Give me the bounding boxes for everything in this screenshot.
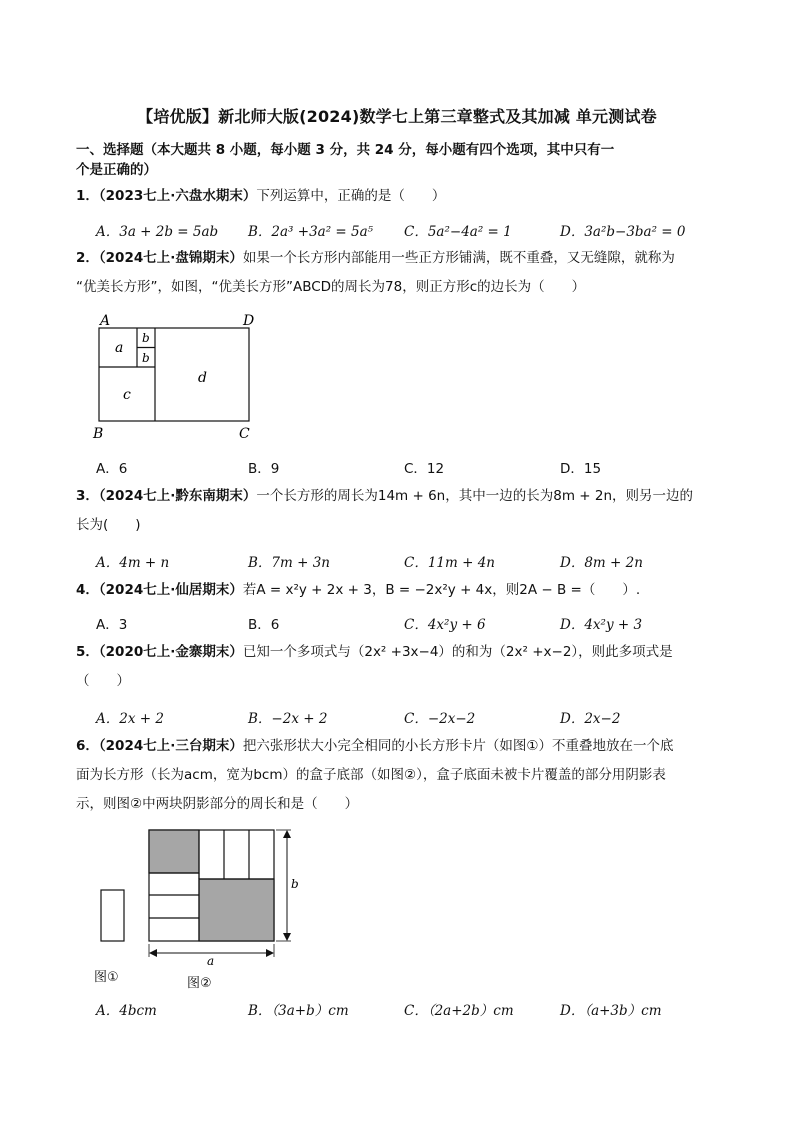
option-a: A．2x + 2 xyxy=(96,711,164,727)
option-d: D．8m + 2n xyxy=(560,555,643,571)
question-number: 5． xyxy=(76,644,99,660)
question-stem-line1: 如果一个长方形内部能用一些正方形铺满，既不重叠，又无缝隙，就称为 xyxy=(242,250,675,266)
options-3 xyxy=(96,551,736,573)
option-d: D．15 xyxy=(560,461,602,477)
option-d: D．（a+3b）cm xyxy=(560,1003,662,1019)
vertex-d-label: D xyxy=(243,313,255,329)
option-d: D．2x−2 xyxy=(560,711,621,727)
square-b-label: b xyxy=(142,351,150,365)
single-card xyxy=(101,890,124,941)
square-a-label: a xyxy=(115,340,124,356)
options-5 xyxy=(96,707,736,729)
question-1 xyxy=(76,182,726,211)
shaded-region-bottom-right xyxy=(199,879,274,941)
option-d: D．3a²b−3ba² = 0 xyxy=(560,224,686,240)
question-stem-line1: 把六张形状大小完全相同的小长方形卡片（如图①）不重叠地放在一个底 xyxy=(242,738,674,754)
figure-2-caption: 图② xyxy=(187,976,212,991)
question-number: 6． xyxy=(76,738,99,754)
options-4 xyxy=(96,613,736,635)
question-source: （2024七上·三台期末） xyxy=(98,738,243,754)
option-b: B．7m + 3n xyxy=(248,555,330,571)
question-3 xyxy=(76,482,726,540)
section-heading-line2: 个是正确的） xyxy=(76,162,157,178)
square-b-label: b xyxy=(142,331,150,345)
question-stem-line1: 一个长方形的周长为14m + 6n，其中一边的长为8m + 2n，则另一边的 xyxy=(256,488,694,504)
option-b: B．2a³ +3a² = 5a⁵ xyxy=(248,224,374,240)
square-c-label: c xyxy=(123,387,131,403)
vertex-c-label: C xyxy=(239,426,250,442)
option-a: A．4bcm xyxy=(96,1003,157,1019)
options-6 xyxy=(96,999,736,1021)
question-source: （2020七上·金寨期末） xyxy=(98,644,243,660)
question-stem-line3: 示，则图②中两块阴影部分的周长和是（ ） xyxy=(76,796,359,812)
question-number: 3． xyxy=(76,488,99,504)
section-heading xyxy=(76,140,726,180)
option-d: D．4x²y + 3 xyxy=(560,617,643,633)
option-c: C．5a²−4a² = 1 xyxy=(404,224,512,240)
question-stem: 下列运算中，正确的是（ ） xyxy=(256,188,446,204)
option-c: C．12 xyxy=(404,461,445,477)
option-a: A．6 xyxy=(96,461,128,477)
figure-1-caption: 图① xyxy=(94,970,119,985)
question-stem-line2: “优美长方形”，如图，“优美长方形”ABCD的周长为78，则正方形c的边长为（ ） xyxy=(76,279,586,295)
dimension-a-label: a xyxy=(207,954,215,966)
question-source: （2024七上·黔东南期末） xyxy=(98,488,257,504)
question-stem-line2: 长为( ) xyxy=(76,517,141,533)
options-1 xyxy=(96,220,736,242)
section-heading-line1: 一、选择题（本大题共 8 小题，每小题 3 分，共 24 分，每小题有四个选项，其中只有一 xyxy=(76,142,615,158)
option-c: C．11m + 4n xyxy=(404,555,495,571)
question-source: （2024七上·盘锦期末） xyxy=(98,250,243,266)
option-b: B．（3a+b）cm xyxy=(248,1003,349,1019)
shaded-region-top-left xyxy=(149,830,199,873)
option-c: C．4x²y + 6 xyxy=(404,617,486,633)
option-a: A．4m + n xyxy=(96,555,170,571)
option-a: A．3 xyxy=(96,617,128,633)
question-6 xyxy=(76,732,726,819)
vertex-b-label: B xyxy=(93,426,104,442)
question-4 xyxy=(76,576,726,605)
question-number: 2． xyxy=(76,250,99,266)
vertex-a-label: A xyxy=(100,313,111,329)
question-number: 1． xyxy=(76,188,99,204)
question-source: （2024七上·仙居期末） xyxy=(98,582,243,598)
question-stem: 若A = x²y + 2x + 3，B = −2x²y + 4x，则2A − B =（ ）. xyxy=(242,582,641,598)
perfect-rectangle-figure xyxy=(88,308,268,446)
option-b: B．−2x + 2 xyxy=(248,711,328,727)
options-2 xyxy=(96,457,736,479)
box-cards-figure xyxy=(90,824,310,966)
square-d-label: d xyxy=(198,370,207,386)
question-stem-line2: （ ） xyxy=(76,673,130,689)
question-2 xyxy=(76,244,726,302)
option-b: B．6 xyxy=(248,617,280,633)
question-number: 4． xyxy=(76,582,99,598)
question-stem-line2: 面为长方形（长为acm，宽为bcm）的盒子底部（如图②），盒子底面未被卡片覆盖的部分用阴影表 xyxy=(76,767,666,783)
dimension-b-label: b xyxy=(291,877,299,891)
question-source: （2023七上·六盘水期末） xyxy=(98,188,257,204)
option-c: C．−2x−2 xyxy=(404,711,476,727)
page-title: 【培优版】新北师大版(2024)数学七上第三章整式及其加减 单元测试卷 xyxy=(137,107,657,126)
option-c: C．（2a+2b）cm xyxy=(404,1003,514,1019)
question-stem-line1: 已知一个多项式与（2x² +3x−4）的和为（2x² +x−2），则此多项式是 xyxy=(242,644,673,660)
question-5 xyxy=(76,638,726,696)
option-b: B．9 xyxy=(248,461,280,477)
option-a: A．3a + 2b = 5ab xyxy=(96,224,219,240)
